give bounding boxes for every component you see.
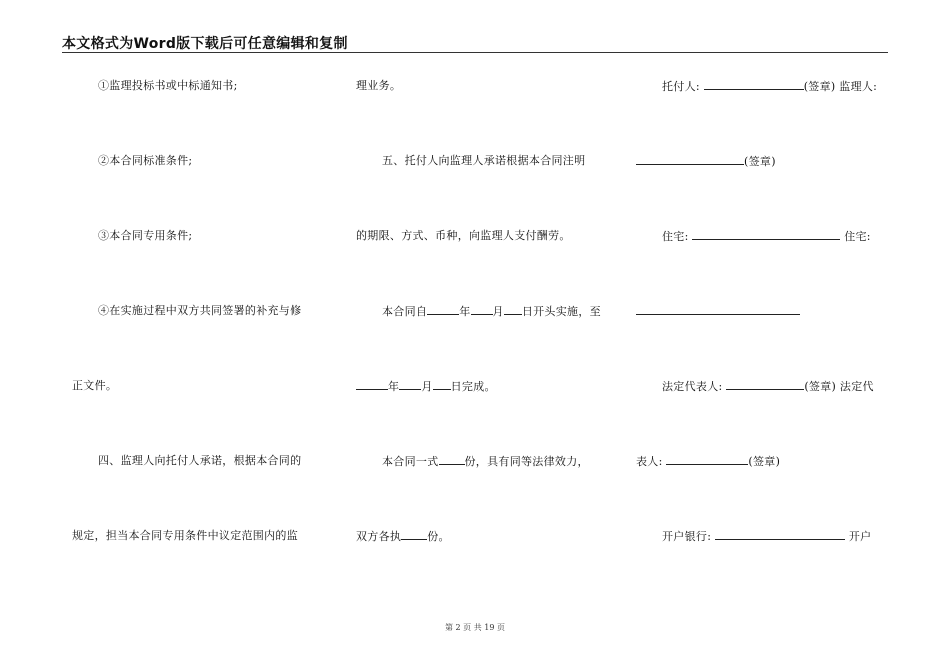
text-line: 四、监理人向托付人承诺，根据本合同的 [98,454,302,467]
text-line: 理业务。 [356,79,402,92]
text-line: ③本合同专用条件; [98,229,193,242]
text-segment: 开户银行: [662,530,712,543]
page-number: 第 2 页 共 19 页 [445,623,505,632]
text-line [636,229,871,244]
text-line [356,454,589,469]
fill-blank [399,379,421,390]
text-line [356,529,450,544]
text-segment: 住宅: [662,230,689,243]
fill-blank [636,154,744,165]
text-segment: 本合同自 [382,305,428,318]
text-line [636,154,776,169]
text-line: ④在实施过程中双方共同签署的补充与修 [98,304,302,317]
text-line: 规定，担当本合同专用条件中议定范围内的监 [72,529,298,542]
column-right [636,0,896,672]
fill-blank [433,379,451,390]
column-left [72,0,322,672]
text-segment: 法定代表人: [662,380,723,393]
text-segment: 份。 [427,530,450,543]
text-segment: 表人: [636,455,663,468]
text-line: 的期限、方式、币种，向监理人支付酬劳。 [356,229,571,242]
fill-blank [715,529,845,540]
text-line [356,304,601,319]
text-line [636,529,871,544]
text-segment: (签章) 法定代 [804,380,874,393]
text-segment: 月 [492,305,504,318]
fill-blank [692,229,840,240]
text-line: ①监理投标书或中标通知书; [98,79,238,92]
text-line: 五、托付人向监理人承诺根据本合同注明 [382,154,586,167]
text-segment: 双方各执 [356,530,402,543]
fill-blank [704,79,804,90]
header-title: 本文格式为Word版下载后可任意编辑和复制 [62,36,348,52]
text-segment: 本合同一式 [382,455,439,468]
text-segment: 年 [388,380,400,393]
column-middle [356,0,616,672]
fill-blank [439,454,465,465]
text-line [636,304,800,319]
fill-blank [471,304,493,315]
text-segment: (签章) [744,155,776,168]
text-segment: 开户 [848,530,872,543]
fill-blank [401,529,427,540]
text-segment: 份，具有同等法律效力， [464,455,589,468]
text-line [356,379,496,394]
text-line [636,79,877,94]
fill-blank [427,304,459,315]
text-line: 正文件。 [72,379,118,392]
text-segment: 月 [421,380,433,393]
text-segment: 年 [459,305,471,318]
text-line [636,379,874,394]
text-segment: 托付人: [662,80,700,93]
text-segment: 日完成。 [450,380,496,393]
fill-blank [726,379,804,390]
text-segment: (签章) 监理人: [803,80,878,93]
text-segment: 住宅: [844,230,871,243]
text-segment: 日开头实施，至 [521,305,601,318]
fill-blank [504,304,522,315]
fill-blank [636,304,800,315]
text-segment: (签章) [748,455,781,468]
fill-blank [666,454,748,465]
fill-blank [356,379,388,390]
text-line: ②本合同标准条件; [98,154,193,167]
text-line [636,454,780,469]
